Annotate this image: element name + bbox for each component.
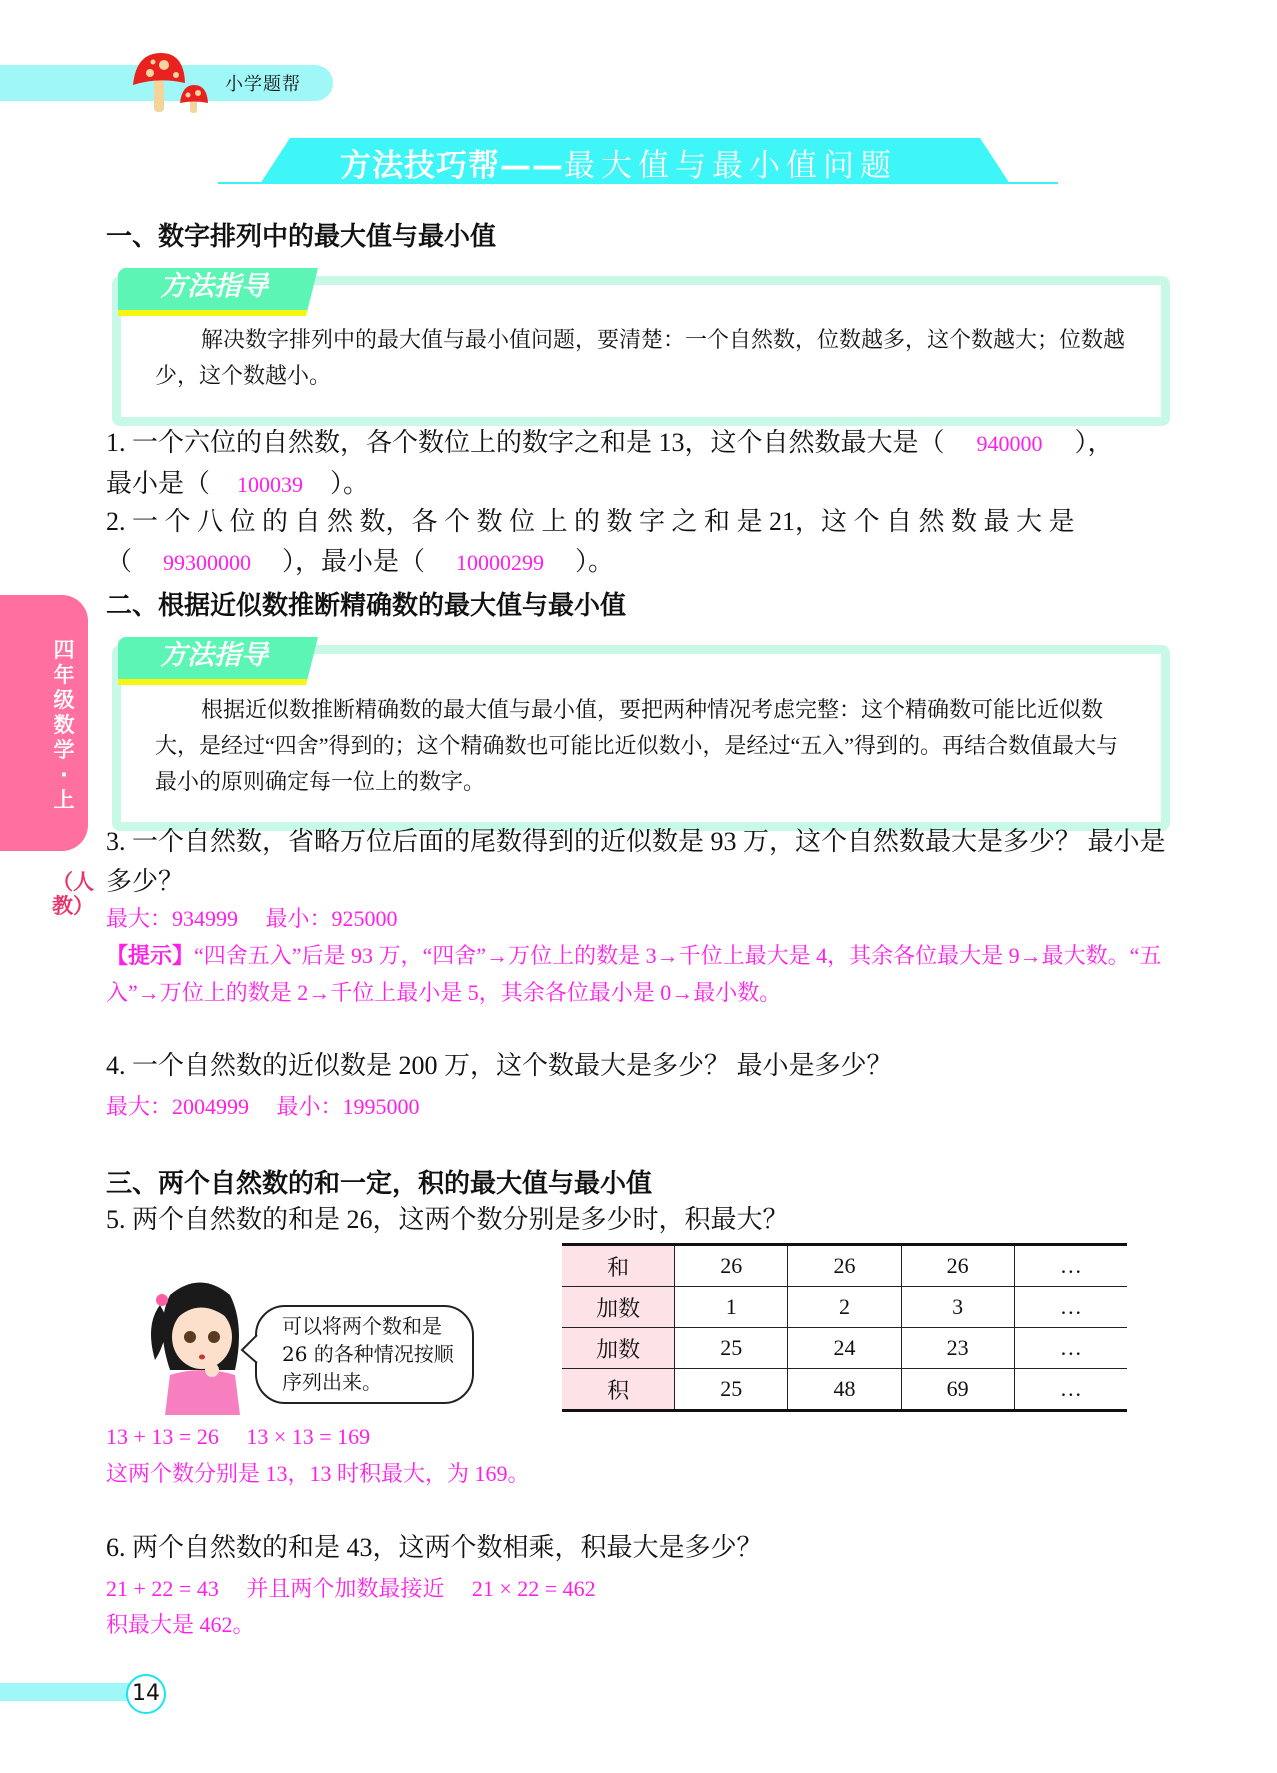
page-number: 14 [126, 1674, 166, 1714]
q5-answer-line-2: 这两个数分别是 13，13 时积最大，为 169。 [106, 1461, 530, 1486]
q1-min-answer: 100039 [237, 472, 304, 497]
table-row: 加数 25 24 23 … [562, 1328, 1127, 1369]
sum-product-table [562, 1243, 1127, 1412]
title-main: 方法技巧帮—— [340, 148, 564, 184]
q5-answer-line-1: 13 + 13 = 26 13 × 13 = 169 [106, 1424, 371, 1449]
section-heading-1: 一、数字排列中的最大值与最小值 [106, 222, 497, 252]
section-heading-2: 二、根据近似数推断精确数的最大值与最小值 [106, 591, 627, 621]
method-guide-label-2: 方法指导 [160, 640, 268, 671]
q3-answer: 最大：934999 最小：925000 [106, 906, 398, 931]
method-guide-label-1: 方法指导 [160, 271, 268, 302]
speech-bubble-tail [240, 1335, 260, 1365]
table-row: 积 25 48 69 … [562, 1369, 1127, 1411]
page-title [340, 140, 897, 185]
question-1: 1. 一个六位的自然数，各个数位上的数字之和是 13，这个自然数最大是（ 940000 ）， 最小是（ 100039 ）。 [106, 423, 1176, 505]
q3-hint: 【提示】“四舍五入”后是 93 万，“四舍”→万位上的数是 3→千位上最大是 4，其余各位最大是 9→最大数。“五入”→万位上的数是 2→千位上最小是 5，其余各位最小是 0→最小数。 [106, 943, 1162, 1005]
q6-answer-line-2: 积最大是 462。 [106, 1612, 255, 1637]
method-guide-text-1: 解决数字排列中的最大值与最小值问题，要清楚：一个自然数，位数越多，这个数越大；位数越少，这个数越小。 [155, 327, 1126, 388]
table-row: 和 26 26 26 … [562, 1245, 1127, 1287]
question-6: 6. 两个自然数的和是 43，这两个数相乘，积最大是多少？ [106, 1533, 763, 1562]
q4-answer: 最大：2004999 最小：1995000 [106, 1094, 420, 1119]
method-guide-text-2: 根据近似数推断精确数的最大值与最小值，要把两种情况考虑完整：这个精确数可能比近似数大，是经过“四舍”得到的；这个精确数也可能比近似数小，是经过“五入”得到的。再结合数值最大与最小的原则确定每一位上的数字。 [155, 697, 1119, 794]
publisher-label: （人教） [52, 870, 94, 918]
brand-label: 小学题帮 [225, 74, 301, 95]
mushroom-icon [128, 45, 218, 115]
section-heading-3: 三、两个自然数的和一定，积的最大值与最小值 [106, 1169, 653, 1199]
question-3: 3. 一个自然数，省略万位后面的尾数得到的近似数是 93 万，这个自然数最大是多少？ 最小是多少？ [106, 827, 1166, 896]
hint-label: 【提示】 [106, 944, 195, 969]
question-4: 4. 一个自然数的近似数是 200 万，这个数最大是多少？ 最小是多少？ [106, 1051, 893, 1080]
q6-answer-line-1: 21 + 22 = 43 并且两个加数最接近 21 × 22 = 462 [106, 1576, 596, 1601]
question-2: 2. 一 个 八 位 的 自 然 数，各 个 数 位 上 的 数 字 之 和 是 21，这 个 自 然 数 最 大 是 （ 99300000 ），最小是（ 10000299 ）。 [106, 502, 1176, 583]
speech-bubble-text: 可以将两个数和是 26 的各种情况按顺序列出来。 [282, 1314, 454, 1394]
title-sub: 最大值与最小值问题 [564, 148, 897, 184]
q2-max-answer: 99300000 [163, 550, 252, 575]
question-5: 5. 两个自然数的和是 26，这两个数分别是多少时，积最大？ [106, 1205, 789, 1234]
q2-min-answer: 10000299 [456, 550, 545, 575]
grade-label: 四年级数学·上 [53, 638, 75, 812]
q1-max-answer: 940000 [976, 431, 1043, 456]
table-row: 加数 1 2 3 … [562, 1287, 1127, 1328]
